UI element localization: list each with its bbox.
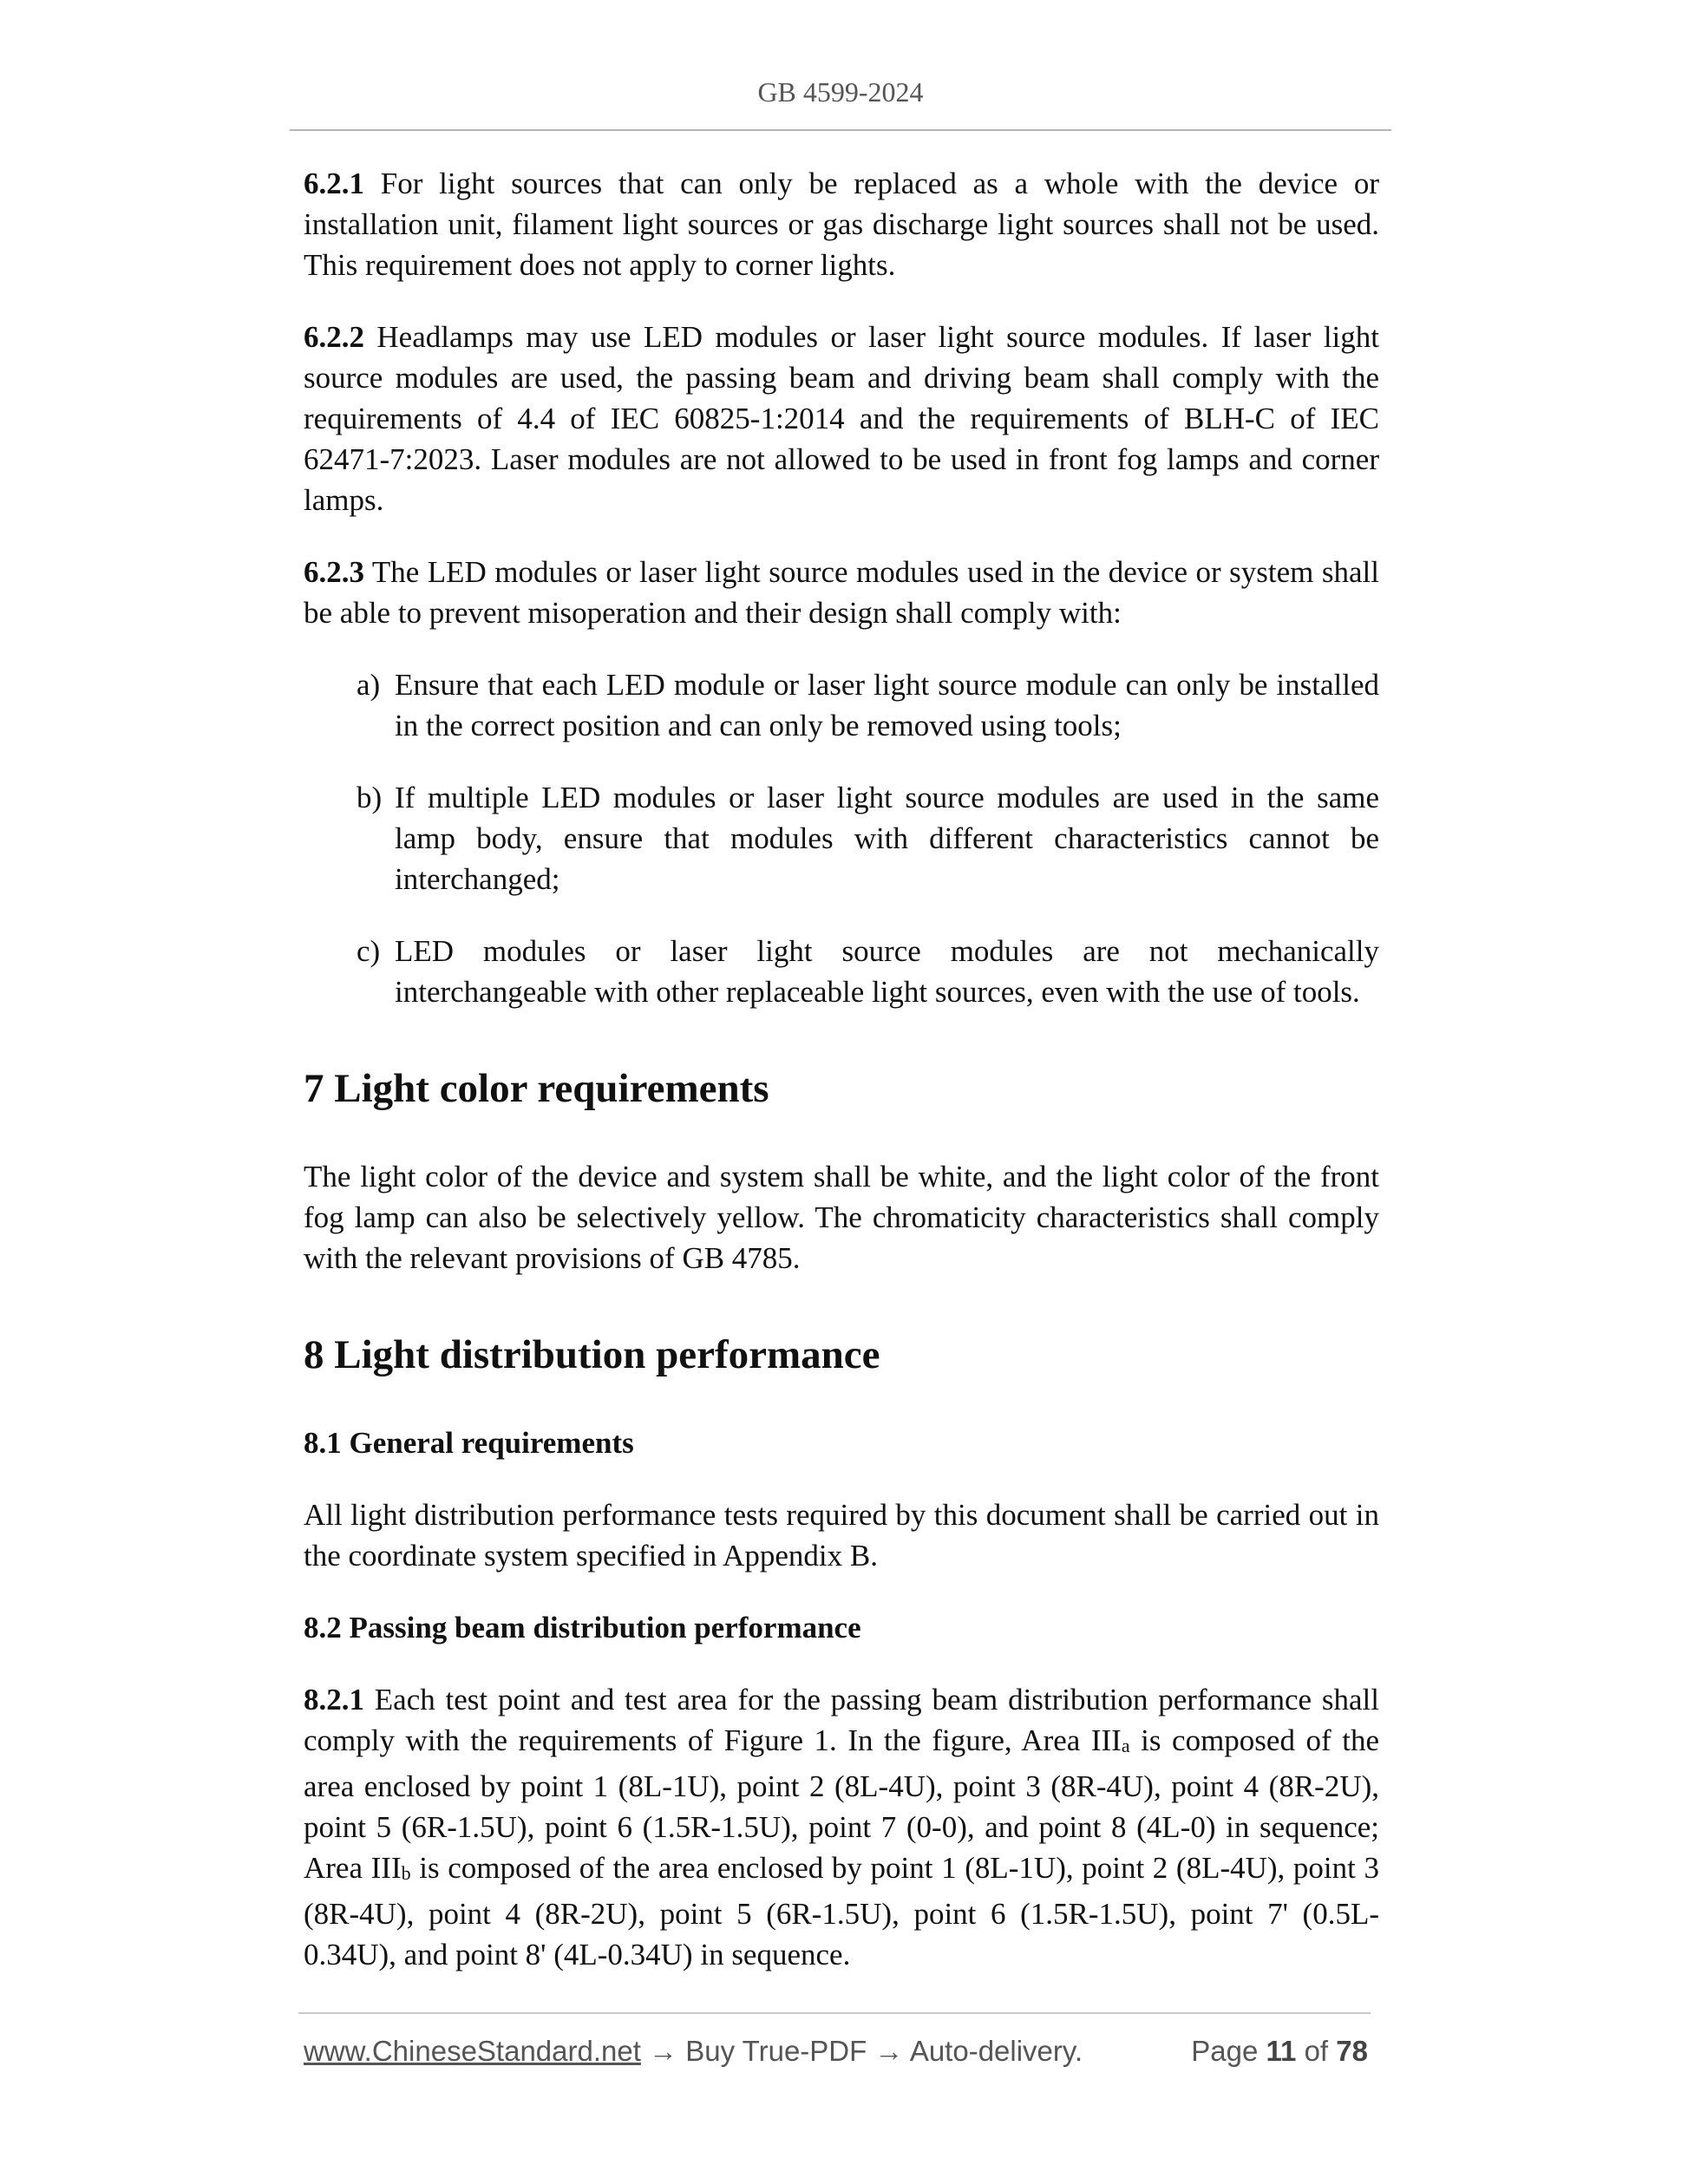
- clause-text: Headlamps may use LED modules or laser light source modules. If laser light source modules are used, the passing beam and driving beam shall comply with the requirements of 4.4 of IEC 60825-1:2014 and the requirements of BLH-C of IEC 62471-7:2023. Laser modules are not allowed to be used in front fog lamps and corner lamps.: [304, 320, 1379, 517]
- list-item-text: LED modules or laser light source modules are not mechanically interchangeable with other replaceable light sources, even with the use of tools.: [395, 934, 1379, 1009]
- footer-divider: [298, 2012, 1371, 2014]
- clause-number: 6.2.2: [304, 320, 364, 354]
- clause-6-2-1: [304, 163, 1379, 285]
- clause-text: The LED modules or laser light source modules used in the device or system shall be able to prevent misoperation and their design shall comply with:: [304, 555, 1379, 630]
- page-footer: [304, 2033, 1371, 2070]
- list-item-b: [304, 777, 1379, 899]
- clause-number: 6.2.3: [304, 555, 364, 589]
- page-indicator: [1191, 2033, 1368, 2070]
- subscript-a: a: [1121, 1735, 1130, 1756]
- clause-number: 8.2.1: [304, 1683, 364, 1716]
- list-item-text: If multiple LED modules or laser light source modules are used in the same lamp body, ensure that modules with different characteristics cannot be interchanged;: [395, 781, 1379, 896]
- list-item-text: Ensure that each LED module or laser light source module can only be installed in the correct position and can only be removed using tools;: [395, 668, 1379, 742]
- clause-8-2-1: [304, 1679, 1379, 1975]
- section-7-text: The light color of the device and system shall be white, and the light color of the front fog lamp can also be selectively yellow. The chromaticity characteristics shall comply with the relevant provisions of GB 4785.: [304, 1160, 1379, 1275]
- subscript-b: b: [401, 1862, 411, 1884]
- section-heading-8: 8 Light distribution performance: [304, 1332, 880, 1377]
- list-item-c: [304, 931, 1379, 1012]
- clause-text-part: is composed of the area enclosed by point 1 (8L-1U), point 2 (8L-4U), point 3 (8R-4U), point 4 (8R-2U), point 5 (6R-1.5U), point 6 (1.5R-1.5U), point 7 (0-0), and point 8 (4L-0) in sequence; Area III: [304, 1723, 1379, 1885]
- clause-text-part: Each test point and test area for the passing beam distribution performance shall comply with the requirements of Figure 1. In the figure, Area III: [304, 1683, 1379, 1757]
- chinesestandard-link[interactable]: www.ChineseStandard.net: [304, 2035, 641, 2067]
- clause-text: For light sources that can only be replaced as a whole with the device or installation unit, filament light sources or gas discharge light sources shall not be used. This requirement does not apply to corner lights.: [304, 167, 1379, 282]
- clause-6-2-3: [304, 552, 1379, 633]
- clause-number: 6.2.1: [304, 167, 364, 200]
- list-marker: b): [357, 781, 383, 814]
- document-body: [304, 163, 1379, 2006]
- subsection-8-1-text: All light distribution performance tests required by this document shall be carried out in the coordinate system specified in Appendix B.: [304, 1498, 1379, 1573]
- page-header-title: GB 4599-2024: [757, 76, 924, 108]
- of-label: of: [1304, 2035, 1329, 2067]
- total-pages: 78: [1336, 2035, 1368, 2067]
- list-item-a: [304, 664, 1379, 746]
- subsection-heading-8-1: 8.1 General requirements: [304, 1426, 634, 1460]
- requirements-list: [304, 664, 1379, 1012]
- page-number: 11: [1266, 2035, 1297, 2067]
- subsection-heading-8-2: 8.2 Passing beam distribution performance: [304, 1611, 861, 1645]
- list-marker: c): [357, 934, 381, 968]
- header-divider: [290, 129, 1391, 131]
- page-label: Page: [1191, 2035, 1259, 2067]
- footer-promo-text: → Buy True-PDF → Auto-delivery.: [640, 2035, 1083, 2067]
- clause-text-part: is composed of the area enclosed by point 1 (8L-1U), point 2 (8L-4U), point 3 (8R-4U), point 4 (8R-2U), point 5 (6R-1.5U), point 6 (1.5R-1.5U), point 7' (0.5L-0.34U), and point 8' (4L-0.34U) in sequence.: [304, 1851, 1380, 1971]
- list-marker: a): [357, 668, 381, 702]
- clause-6-2-2: [304, 317, 1379, 520]
- section-heading-7: 7 Light color requirements: [304, 1066, 769, 1111]
